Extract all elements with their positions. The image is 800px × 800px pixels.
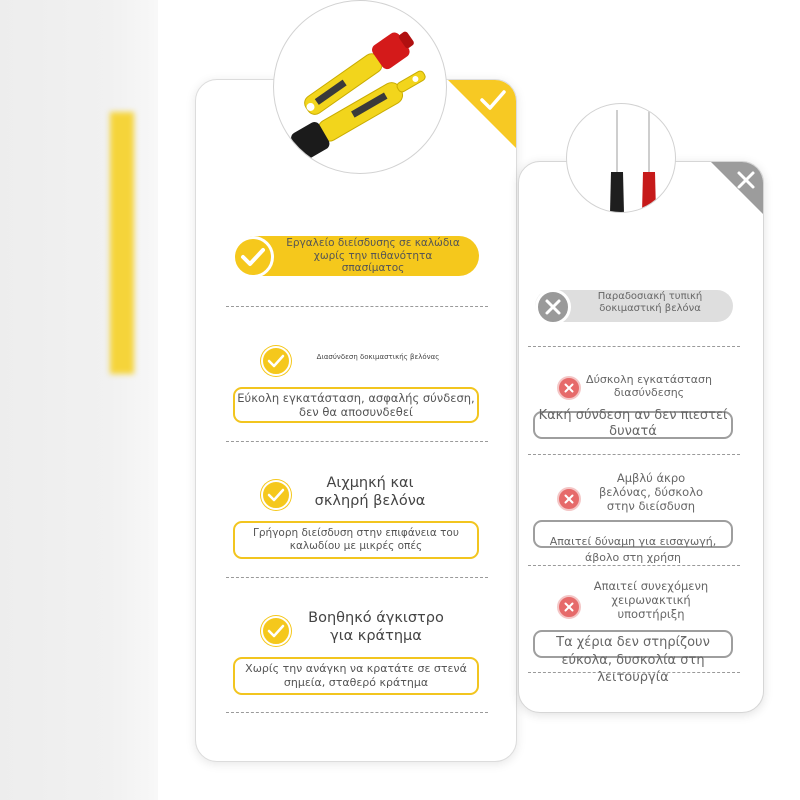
close-icon: [735, 169, 757, 191]
divider: [226, 712, 488, 713]
check-icon: [261, 480, 291, 510]
feature-description: Κακή σύνδεση αν δεν πιεστεί δυνατά: [538, 408, 728, 440]
divider: [226, 577, 488, 578]
check-icon: [261, 346, 291, 376]
header-x-icon: [535, 289, 571, 325]
divider: [528, 565, 740, 566]
feature-title: Διασύνδεση δοκιμαστικής βελόνας: [316, 353, 440, 361]
feature-description: Χωρίς την ανάγκη να κρατάτε σε στενά σημεία, σταθερό κράτημα: [233, 657, 479, 695]
traditional-probe-image: [566, 103, 676, 213]
feature-description: Τα χέρια δεν στηρίζουν εύκολα, δυσκολία στη λειτουργία: [556, 635, 710, 686]
divider: [528, 346, 740, 347]
check-icon: [261, 616, 291, 646]
advantages-header-text: Εργαλείο διείσδυσης σε καλώδια χωρίς την πιθανότητα σπασίματος: [286, 237, 460, 275]
feature-description: Απαιτεί δύναμη για εισαγωγή, άβολο στη χρήση: [549, 535, 717, 564]
divider: [528, 454, 740, 455]
feature-title: Αμβλύ άκρο βελόνας, δύσκολο στην διείσδυση: [598, 471, 704, 513]
header-check-icon: [232, 236, 274, 278]
divider: [226, 306, 488, 307]
x-icon: [557, 487, 581, 511]
x-icon: [557, 376, 581, 400]
feature-description: Εύκολη εγκατάσταση, ασφαλής σύνδεση, δεν θα αποσυνδεθεί: [233, 387, 479, 423]
checkmark-icon: [478, 88, 508, 112]
feature-description: Γρήγορη διείσδυση στην επιφάνεια του καλωδίου με μικρές οπές: [233, 521, 479, 559]
piercing-probe-image: [273, 0, 447, 174]
decorative-yellow-bar: [110, 112, 134, 374]
x-icon: [557, 595, 581, 619]
feature-title: Βοηθηκό άγκιστρο για κράτημα: [308, 610, 444, 645]
divider: [528, 672, 740, 673]
feature-title: Αιχμηκή και σκληρή βελόνα: [314, 475, 426, 510]
divider: [226, 441, 488, 442]
feature-title: Δύσκολη εγκατάσταση διασύνδεσης: [586, 373, 712, 400]
feature-title: Απαιτεί συνεχόμενη χειρωνακτική υποστήριξη: [593, 579, 709, 621]
traditional-header-text: Παραδοσιακή τυπική δοκιμαστική βελόνα: [597, 291, 703, 314]
left-background-panel: [0, 0, 158, 800]
